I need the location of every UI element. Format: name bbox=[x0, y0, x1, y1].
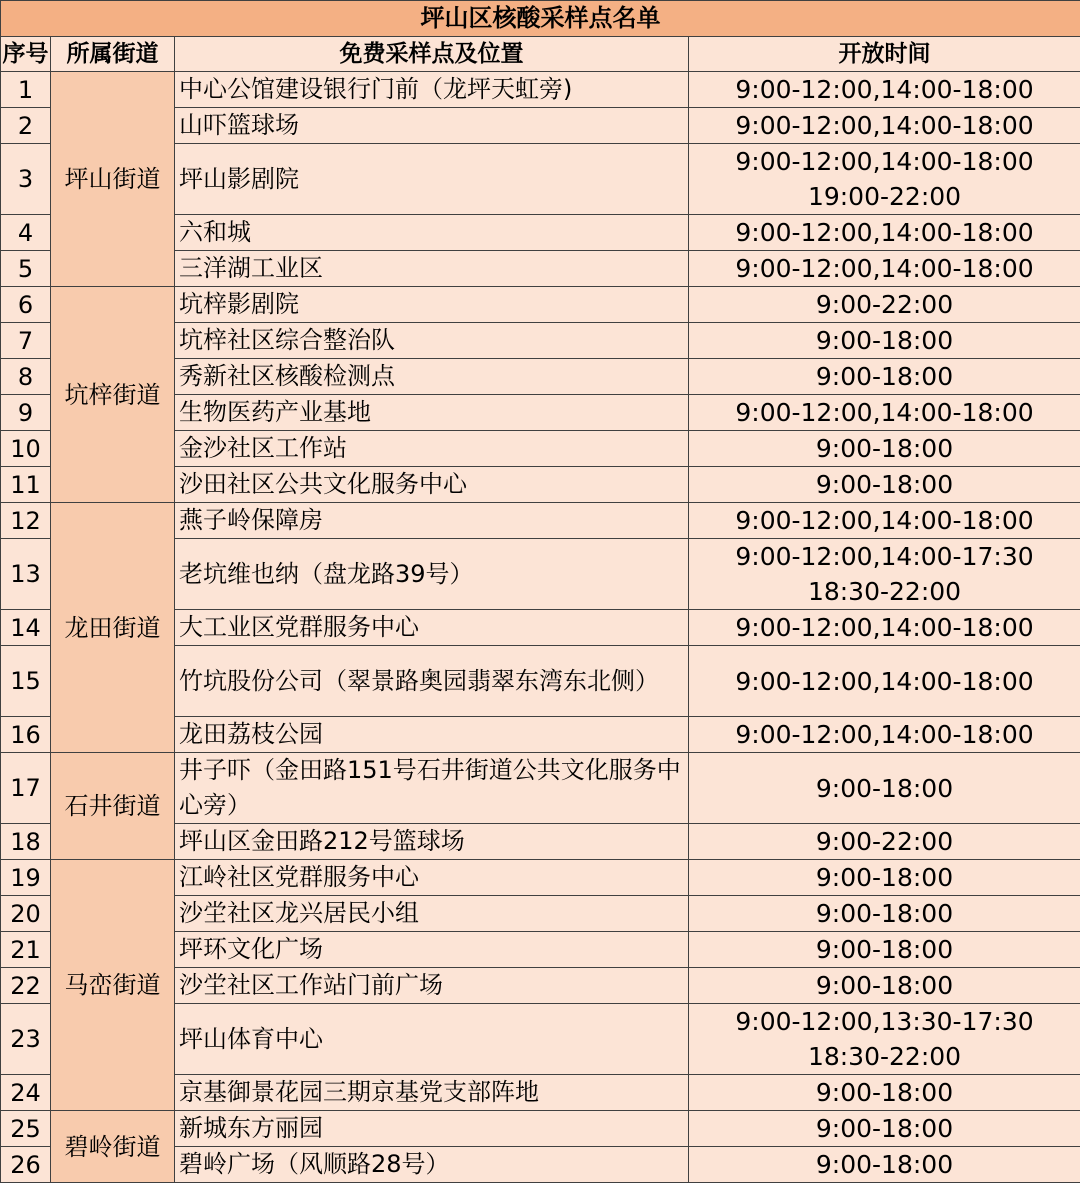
site-location bbox=[175, 467, 689, 503]
site-location bbox=[175, 72, 689, 108]
row-number: 9 bbox=[1, 395, 51, 431]
site-location bbox=[175, 108, 689, 144]
row-number: 22 bbox=[1, 968, 51, 1004]
site-location-text: 坪山影剧院 bbox=[179, 162, 688, 197]
table-title: 坪山区核酸采样点名单 bbox=[1, 1, 1080, 37]
table-row bbox=[1, 860, 1080, 896]
street-name: 坑梓街道 bbox=[51, 287, 175, 503]
opening-hours-line: 18:30-22:00 bbox=[689, 574, 1080, 609]
opening-hours bbox=[689, 503, 1080, 539]
site-location bbox=[175, 896, 689, 932]
street-name: 马峦街道 bbox=[51, 860, 175, 1111]
opening-hours bbox=[689, 287, 1080, 323]
opening-hours-line: 9:00-18:00 bbox=[689, 1147, 1080, 1182]
opening-hours-line: 9:00-12:00,14:00-18:00 bbox=[689, 610, 1080, 645]
opening-hours-line: 9:00-18:00 bbox=[689, 968, 1080, 1003]
site-location bbox=[175, 395, 689, 431]
row-number: 16 bbox=[1, 717, 51, 753]
site-location-text: 坑梓影剧院 bbox=[179, 287, 688, 322]
opening-hours-line: 9:00-12:00,14:00-17:30 bbox=[689, 539, 1080, 574]
opening-hours-line: 9:00-18:00 bbox=[689, 771, 1080, 806]
opening-hours-line: 9:00-22:00 bbox=[689, 287, 1080, 322]
opening-hours-line: 9:00-12:00,14:00-18:00 bbox=[689, 144, 1080, 179]
site-location-text: 坑梓社区综合整治队 bbox=[179, 323, 688, 358]
site-location bbox=[175, 1075, 689, 1111]
opening-hours-line: 9:00-18:00 bbox=[689, 431, 1080, 466]
site-location-text: 老坑维也纳（盘龙路39号） bbox=[179, 557, 688, 592]
site-location-text: 新城东方丽园 bbox=[179, 1111, 688, 1146]
site-location bbox=[175, 1004, 689, 1075]
header-street: 所属街道 bbox=[51, 37, 175, 72]
header-no: 序号 bbox=[1, 37, 51, 72]
opening-hours bbox=[689, 1147, 1080, 1183]
opening-hours bbox=[689, 1111, 1080, 1147]
row-number: 4 bbox=[1, 215, 51, 251]
header-site: 免费采样点及位置 bbox=[175, 37, 689, 72]
opening-hours-line: 9:00-18:00 bbox=[689, 896, 1080, 931]
street-name: 龙田街道 bbox=[51, 503, 175, 753]
opening-hours bbox=[689, 215, 1080, 251]
site-location-text: 坪环文化广场 bbox=[179, 932, 688, 967]
row-number: 21 bbox=[1, 932, 51, 968]
row-number: 10 bbox=[1, 431, 51, 467]
row-number: 3 bbox=[1, 144, 51, 215]
opening-hours-line: 9:00-12:00,14:00-18:00 bbox=[689, 395, 1080, 430]
opening-hours-line: 9:00-12:00,14:00-18:00 bbox=[689, 664, 1080, 699]
opening-hours-line: 18:30-22:00 bbox=[689, 1039, 1080, 1074]
street-name: 碧岭街道 bbox=[51, 1111, 175, 1183]
row-number: 18 bbox=[1, 824, 51, 860]
opening-hours bbox=[689, 610, 1080, 646]
row-number: 2 bbox=[1, 108, 51, 144]
table-row bbox=[1, 72, 1080, 108]
site-location bbox=[175, 1147, 689, 1183]
row-number: 12 bbox=[1, 503, 51, 539]
opening-hours bbox=[689, 1004, 1080, 1075]
opening-hours-line: 9:00-18:00 bbox=[689, 1111, 1080, 1146]
row-number: 7 bbox=[1, 323, 51, 359]
site-location bbox=[175, 503, 689, 539]
opening-hours bbox=[689, 896, 1080, 932]
opening-hours bbox=[689, 144, 1080, 215]
opening-hours bbox=[689, 646, 1080, 717]
opening-hours bbox=[689, 968, 1080, 1004]
opening-hours bbox=[689, 108, 1080, 144]
opening-hours bbox=[689, 395, 1080, 431]
opening-hours-line: 9:00-18:00 bbox=[689, 860, 1080, 895]
opening-hours bbox=[689, 251, 1080, 287]
opening-hours-line: 9:00-22:00 bbox=[689, 824, 1080, 859]
row-number: 11 bbox=[1, 467, 51, 503]
site-location-text: 京基御景花园三期京基党支部阵地 bbox=[179, 1075, 688, 1110]
opening-hours-line: 9:00-18:00 bbox=[689, 359, 1080, 394]
table-row bbox=[1, 1111, 1080, 1147]
site-location-text: 江岭社区党群服务中心 bbox=[179, 860, 688, 895]
table-row bbox=[1, 503, 1080, 539]
site-location bbox=[175, 144, 689, 215]
site-location bbox=[175, 359, 689, 395]
table-body bbox=[1, 72, 1080, 1183]
site-location-text: 秀新社区核酸检测点 bbox=[179, 359, 688, 394]
opening-hours bbox=[689, 539, 1080, 610]
opening-hours bbox=[689, 824, 1080, 860]
site-location-text: 六和城 bbox=[179, 215, 688, 250]
row-number: 17 bbox=[1, 753, 51, 824]
site-location bbox=[175, 932, 689, 968]
opening-hours-line: 9:00-12:00,14:00-18:00 bbox=[689, 251, 1080, 286]
opening-hours bbox=[689, 467, 1080, 503]
opening-hours-line: 9:00-18:00 bbox=[689, 1075, 1080, 1110]
site-location bbox=[175, 646, 689, 717]
site-location-text: 竹坑股份公司（翠景路奥园翡翠东湾东北侧） bbox=[179, 664, 688, 699]
opening-hours-line: 9:00-12:00,14:00-18:00 bbox=[689, 108, 1080, 143]
site-location-text: 金沙社区工作站 bbox=[179, 431, 688, 466]
site-location-text: 沙坣社区龙兴居民小组 bbox=[179, 896, 688, 931]
row-number: 19 bbox=[1, 860, 51, 896]
site-location-text: 井子吓（金田路151号石井街道公共文化服务中心旁） bbox=[179, 753, 688, 823]
opening-hours-line: 9:00-12:00,13:30-17:30 bbox=[689, 1004, 1080, 1039]
site-location bbox=[175, 968, 689, 1004]
table-row bbox=[1, 753, 1080, 824]
row-number: 13 bbox=[1, 539, 51, 610]
opening-hours-line: 9:00-18:00 bbox=[689, 932, 1080, 967]
site-location-text: 燕子岭保障房 bbox=[179, 503, 688, 538]
site-location bbox=[175, 215, 689, 251]
site-location bbox=[175, 860, 689, 896]
row-number: 25 bbox=[1, 1111, 51, 1147]
row-number: 15 bbox=[1, 646, 51, 717]
opening-hours bbox=[689, 431, 1080, 467]
site-location-text: 坪山区金田路212号篮球场 bbox=[179, 824, 688, 859]
opening-hours-line: 9:00-12:00,14:00-18:00 bbox=[689, 72, 1080, 107]
opening-hours-line: 9:00-18:00 bbox=[689, 467, 1080, 502]
opening-hours bbox=[689, 1075, 1080, 1111]
row-number: 23 bbox=[1, 1004, 51, 1075]
site-location bbox=[175, 610, 689, 646]
site-location-text: 沙田社区公共文化服务中心 bbox=[179, 467, 688, 502]
site-location-text: 碧岭广场（风顺路28号） bbox=[179, 1147, 688, 1182]
row-number: 14 bbox=[1, 610, 51, 646]
site-location-text: 沙坣社区工作站门前广场 bbox=[179, 968, 688, 1003]
opening-hours bbox=[689, 717, 1080, 753]
opening-hours bbox=[689, 932, 1080, 968]
site-location bbox=[175, 323, 689, 359]
header-hours: 开放时间 bbox=[689, 37, 1080, 72]
table-row bbox=[1, 287, 1080, 323]
street-name: 坪山街道 bbox=[51, 72, 175, 287]
site-location-text: 中心公馆建设银行门前（龙坪天虹旁) bbox=[179, 72, 688, 107]
site-location-text: 大工业区党群服务中心 bbox=[179, 610, 688, 645]
site-location bbox=[175, 539, 689, 610]
site-location bbox=[175, 753, 689, 824]
site-location bbox=[175, 824, 689, 860]
site-location bbox=[175, 287, 689, 323]
site-location-text: 山吓篮球场 bbox=[179, 108, 688, 143]
opening-hours bbox=[689, 323, 1080, 359]
opening-hours bbox=[689, 359, 1080, 395]
site-location-text: 三洋湖工业区 bbox=[179, 251, 688, 286]
row-number: 5 bbox=[1, 251, 51, 287]
opening-hours bbox=[689, 753, 1080, 824]
site-location-text: 龙田荔枝公园 bbox=[179, 717, 688, 752]
street-name: 石井街道 bbox=[51, 753, 175, 860]
site-location bbox=[175, 431, 689, 467]
row-number: 1 bbox=[1, 72, 51, 108]
site-location-text: 生物医药产业基地 bbox=[179, 395, 688, 430]
row-number: 20 bbox=[1, 896, 51, 932]
site-location bbox=[175, 251, 689, 287]
row-number: 24 bbox=[1, 1075, 51, 1111]
site-location-text: 坪山体育中心 bbox=[179, 1022, 688, 1057]
opening-hours-line: 9:00-18:00 bbox=[689, 323, 1080, 358]
opening-hours-line: 19:00-22:00 bbox=[689, 179, 1080, 214]
opening-hours-line: 9:00-12:00,14:00-18:00 bbox=[689, 215, 1080, 250]
site-location bbox=[175, 1111, 689, 1147]
opening-hours bbox=[689, 72, 1080, 108]
opening-hours-line: 9:00-12:00,14:00-18:00 bbox=[689, 717, 1080, 752]
row-number: 6 bbox=[1, 287, 51, 323]
opening-hours-line: 9:00-12:00,14:00-18:00 bbox=[689, 503, 1080, 538]
row-number: 26 bbox=[1, 1147, 51, 1183]
opening-hours bbox=[689, 860, 1080, 896]
row-number: 8 bbox=[1, 359, 51, 395]
site-location bbox=[175, 717, 689, 753]
